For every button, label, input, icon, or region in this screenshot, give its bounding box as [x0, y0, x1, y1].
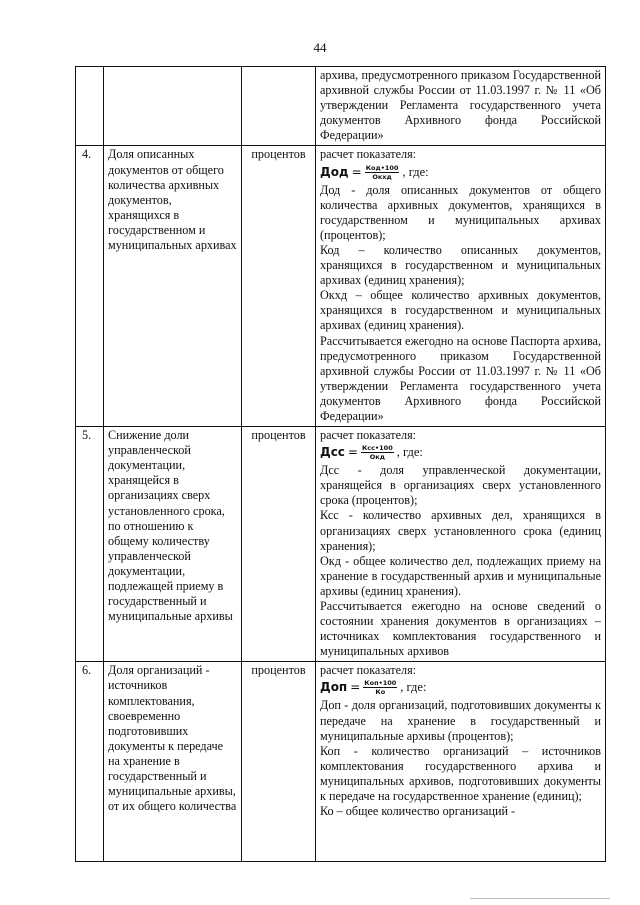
- formula-fraction: [363, 679, 397, 696]
- row-number: 6.: [76, 662, 104, 862]
- formula-lhs: Доп: [320, 680, 348, 695]
- table-row: [76, 146, 606, 427]
- formula-tail: , где:: [400, 680, 427, 695]
- method-paragraph: Окд - общее количество дел, подлежащих приему на хранение в государственный архив и муниципальные архивы (единиц хранения).: [320, 553, 601, 598]
- formula-numerator: Код•100: [365, 163, 399, 172]
- formula-denominator: Окхд: [372, 172, 392, 181]
- unit-of-measure: процентов: [242, 427, 316, 662]
- indicator-name: Доля описанных документов от общего количества архивных документов, хранящихся в государственном и муниципальных архивах: [104, 146, 242, 427]
- formula-numerator: Коп•100: [364, 679, 397, 688]
- row-number: 4.: [76, 146, 104, 427]
- indicator-table: [75, 66, 606, 862]
- method-paragraph: Ксс - количество архивных дел, хранящихся в организациях сверх установленного срока (единиц хранения);: [320, 508, 601, 553]
- formula-numerator: Ксс•100: [361, 444, 393, 453]
- table-row: [76, 427, 606, 662]
- unit-of-measure: [242, 67, 316, 146]
- page-number: 44: [313, 40, 327, 55]
- formula: [320, 444, 601, 461]
- formula-lhs: Дод: [320, 164, 349, 179]
- formula-denominator: Окд: [369, 453, 385, 462]
- formula-tail: , где:: [396, 445, 423, 460]
- method-paragraph: Рассчитывается ежегодно на основе Паспорта архива, предусмотренного приказом Государственной архивной службы России от 11.03.1997 г. № 11 «Об утверждении Регламента государственного учета документов Архивного фонда Российской Федерации»: [320, 333, 601, 423]
- formula-denominator: Ко: [375, 688, 386, 697]
- formula: [320, 164, 601, 181]
- formula-fraction: [361, 444, 394, 461]
- unit-of-measure: процентов: [242, 662, 316, 862]
- formula-equals: =: [351, 164, 362, 179]
- method-paragraph: Дод - доля описанных документов от общего количества архивных документов, хранящихся в государственном и муниципальных архивах (процентов);: [320, 182, 601, 242]
- table-row: [76, 67, 606, 146]
- method-paragraph: архива, предусмотренного приказом Государственной архивной службы России от 11.03.1997 г. № 11 «Об утверждении Регламента государственного учета документов Архивного фонда Российской Федерации»: [320, 68, 601, 143]
- calculation-intro: расчет показателя:: [320, 428, 417, 443]
- formula-equals: =: [350, 680, 361, 695]
- row-number: 5.: [76, 427, 104, 662]
- calculation-intro: расчет показателя:: [320, 147, 417, 162]
- row-number: [76, 67, 104, 146]
- calculation-method: [316, 427, 606, 662]
- method-paragraph: Код – количество описанных документов, хранящихся в государственном и муниципальных архивах (единиц хранения);: [320, 242, 601, 288]
- formula-equals: =: [347, 445, 358, 460]
- scan-edge-line: [470, 898, 610, 899]
- indicator-name: Доля организаций - источников комплектования, своевременно подготовивших документы к передаче на хранение в государственный и муниципальные архивы, от их общего количества: [104, 662, 242, 862]
- formula-lhs: Дсс: [320, 445, 345, 460]
- method-paragraph: Дсс - доля управленческой документации, хранящейся в организациях сверх установленного срока (процентов);: [320, 463, 601, 508]
- indicator-name: [104, 67, 242, 146]
- method-paragraph: Окхд – общее количество архивных документов, хранящихся в государственном и муниципальных архивах (единиц хранения).: [320, 288, 601, 333]
- calculation-method: [316, 67, 606, 146]
- unit-of-measure: процентов: [242, 146, 316, 427]
- calculation-intro: расчет показателя:: [320, 663, 417, 678]
- method-paragraph: Ко – общее количество организаций -: [320, 804, 516, 819]
- calculation-method: [316, 662, 606, 862]
- method-paragraph: Коп - количество организаций – источников комплектования государственного архива и муниципальных архивов, подготовивших документы к передаче на государственное хранение (единиц);: [320, 743, 601, 804]
- calculation-method: [316, 146, 606, 427]
- formula-fraction: [365, 164, 400, 181]
- formula-tail: , где:: [402, 164, 429, 179]
- method-paragraph: Рассчитывается ежегодно на основе сведений о состоянии хранения документов в организациях – источниках комплектования государственного и муниципальных архивов: [320, 599, 601, 659]
- table-row: [76, 662, 606, 862]
- method-paragraph: Доп - доля организаций, подготовивших документы к передаче на хранение в государственный и муниципальные архивы (процентов);: [320, 698, 601, 743]
- indicator-name: Снижение доли управленческой документации, хранящейся в организациях сверх установленного срока, по отношению к общему количеству управленческой документации, подлежащей приему в государственный и муниципальные архивы: [104, 427, 242, 662]
- formula: [320, 679, 601, 696]
